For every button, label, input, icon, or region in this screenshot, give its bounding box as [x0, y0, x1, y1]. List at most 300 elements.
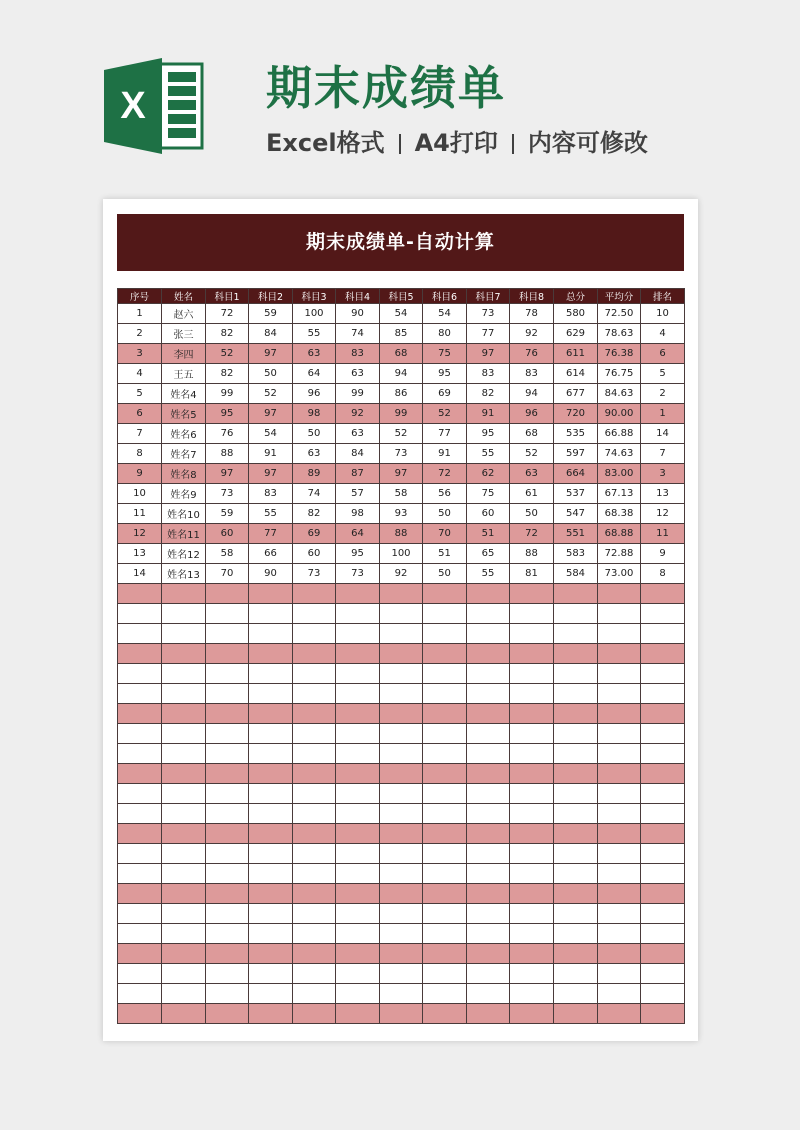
table-cell[interactable]: [206, 584, 249, 604]
table-cell[interactable]: [249, 944, 293, 964]
table-cell[interactable]: [118, 1004, 162, 1024]
table-cell[interactable]: [423, 984, 467, 1004]
table-cell[interactable]: [380, 624, 423, 644]
table-cell[interactable]: 73: [206, 484, 249, 504]
table-cell[interactable]: [598, 624, 641, 644]
table-cell[interactable]: 60: [293, 544, 336, 564]
table-cell[interactable]: 84: [249, 324, 293, 344]
table-cell[interactable]: 68.38: [598, 504, 641, 524]
table-cell[interactable]: 76.75: [598, 364, 641, 384]
table-cell[interactable]: [510, 684, 554, 704]
table-cell[interactable]: 614: [554, 364, 598, 384]
table-cell[interactable]: 91: [249, 444, 293, 464]
table-cell[interactable]: [598, 964, 641, 984]
table-cell[interactable]: [598, 584, 641, 604]
table-cell[interactable]: [598, 884, 641, 904]
table-cell[interactable]: 66.88: [598, 424, 641, 444]
table-cell[interactable]: [249, 584, 293, 604]
table-cell[interactable]: 50: [423, 564, 467, 584]
table-cell[interactable]: [206, 804, 249, 824]
table-cell[interactable]: [206, 884, 249, 904]
table-cell[interactable]: [162, 824, 206, 844]
table-cell[interactable]: 97: [467, 344, 510, 364]
table-cell[interactable]: [641, 624, 685, 644]
table-cell[interactable]: [598, 704, 641, 724]
table-cell[interactable]: 10: [641, 304, 685, 324]
table-cell[interactable]: [162, 804, 206, 824]
table-cell[interactable]: 8: [118, 444, 162, 464]
table-cell[interactable]: 98: [293, 404, 336, 424]
table-cell[interactable]: [118, 804, 162, 824]
table-cell[interactable]: [336, 744, 380, 764]
table-cell[interactable]: 3: [118, 344, 162, 364]
table-cell[interactable]: [380, 764, 423, 784]
table-cell[interactable]: [641, 644, 685, 664]
table-cell[interactable]: [162, 584, 206, 604]
table-cell[interactable]: [467, 704, 510, 724]
table-cell[interactable]: [467, 864, 510, 884]
table-cell[interactable]: 77: [249, 524, 293, 544]
table-cell[interactable]: [380, 1004, 423, 1024]
table-cell[interactable]: [554, 604, 598, 624]
table-cell[interactable]: [162, 884, 206, 904]
column-header[interactable]: 姓名: [162, 289, 206, 304]
table-cell[interactable]: 720: [554, 404, 598, 424]
table-cell[interactable]: [598, 764, 641, 784]
table-cell[interactable]: [293, 764, 336, 784]
table-cell[interactable]: [249, 844, 293, 864]
table-cell[interactable]: 60: [206, 524, 249, 544]
table-cell[interactable]: 王五: [162, 364, 206, 384]
table-cell[interactable]: [598, 1004, 641, 1024]
table-cell[interactable]: 5: [118, 384, 162, 404]
table-cell[interactable]: [554, 724, 598, 744]
table-cell[interactable]: 584: [554, 564, 598, 584]
table-cell[interactable]: 629: [554, 324, 598, 344]
table-cell[interactable]: [423, 884, 467, 904]
table-cell[interactable]: [467, 884, 510, 904]
table-cell[interactable]: [293, 584, 336, 604]
table-cell[interactable]: [293, 724, 336, 744]
table-cell[interactable]: [467, 724, 510, 744]
table-cell[interactable]: 73: [467, 304, 510, 324]
table-cell[interactable]: 88: [510, 544, 554, 564]
table-cell[interactable]: 11: [641, 524, 685, 544]
table-cell[interactable]: 91: [467, 404, 510, 424]
table-cell[interactable]: 83: [336, 344, 380, 364]
table-cell[interactable]: 4: [641, 324, 685, 344]
table-cell[interactable]: 68: [380, 344, 423, 364]
table-cell[interactable]: 75: [423, 344, 467, 364]
table-cell[interactable]: [293, 984, 336, 1004]
table-cell[interactable]: 54: [423, 304, 467, 324]
table-cell[interactable]: [162, 704, 206, 724]
table-cell[interactable]: [249, 684, 293, 704]
column-header[interactable]: 总分: [554, 289, 598, 304]
table-cell[interactable]: [554, 704, 598, 724]
table-cell[interactable]: 58: [380, 484, 423, 504]
table-cell[interactable]: [249, 764, 293, 784]
table-cell[interactable]: [380, 844, 423, 864]
table-cell[interactable]: [293, 624, 336, 644]
table-cell[interactable]: [162, 924, 206, 944]
table-cell[interactable]: [467, 1004, 510, 1024]
table-cell[interactable]: [641, 924, 685, 944]
table-cell[interactable]: [423, 624, 467, 644]
table-cell[interactable]: 61: [510, 484, 554, 504]
table-cell[interactable]: 69: [293, 524, 336, 544]
table-cell[interactable]: 9: [641, 544, 685, 564]
table-cell[interactable]: [554, 824, 598, 844]
table-cell[interactable]: [380, 704, 423, 724]
table-cell[interactable]: 51: [423, 544, 467, 564]
table-cell[interactable]: [206, 624, 249, 644]
table-cell[interactable]: [641, 984, 685, 1004]
table-cell[interactable]: [162, 1004, 206, 1024]
table-cell[interactable]: [118, 844, 162, 864]
table-cell[interactable]: 80: [423, 324, 467, 344]
table-cell[interactable]: [510, 824, 554, 844]
table-cell[interactable]: [554, 584, 598, 604]
table-cell[interactable]: [206, 744, 249, 764]
table-cell[interactable]: [118, 764, 162, 784]
table-cell[interactable]: [206, 924, 249, 944]
table-cell[interactable]: [118, 904, 162, 924]
table-cell[interactable]: [118, 724, 162, 744]
table-cell[interactable]: [467, 604, 510, 624]
table-cell[interactable]: [467, 964, 510, 984]
table-cell[interactable]: 68: [510, 424, 554, 444]
table-cell[interactable]: [554, 924, 598, 944]
column-header[interactable]: 科目6: [423, 289, 467, 304]
table-cell[interactable]: 99: [336, 384, 380, 404]
table-cell[interactable]: 李四: [162, 344, 206, 364]
table-cell[interactable]: 77: [423, 424, 467, 444]
table-cell[interactable]: [162, 744, 206, 764]
table-cell[interactable]: [293, 604, 336, 624]
table-cell[interactable]: 95: [206, 404, 249, 424]
table-cell[interactable]: [467, 684, 510, 704]
table-cell[interactable]: 72: [423, 464, 467, 484]
table-cell[interactable]: 99: [380, 404, 423, 424]
table-cell[interactable]: 82: [293, 504, 336, 524]
table-cell[interactable]: [206, 904, 249, 924]
table-cell[interactable]: [336, 764, 380, 784]
table-cell[interactable]: 3: [641, 464, 685, 484]
table-cell[interactable]: [423, 684, 467, 704]
table-cell[interactable]: 63: [336, 424, 380, 444]
table-cell[interactable]: 50: [293, 424, 336, 444]
table-cell[interactable]: [554, 884, 598, 904]
table-cell[interactable]: [467, 804, 510, 824]
table-cell[interactable]: 96: [510, 404, 554, 424]
table-cell[interactable]: [380, 884, 423, 904]
table-cell[interactable]: 张三: [162, 324, 206, 344]
table-cell[interactable]: 7: [118, 424, 162, 444]
table-cell[interactable]: [206, 984, 249, 1004]
table-cell[interactable]: [554, 624, 598, 644]
table-cell[interactable]: [510, 604, 554, 624]
table-cell[interactable]: [467, 824, 510, 844]
table-cell[interactable]: 8: [641, 564, 685, 584]
table-cell[interactable]: 54: [380, 304, 423, 324]
table-cell[interactable]: [118, 944, 162, 964]
table-cell[interactable]: [336, 784, 380, 804]
table-cell[interactable]: [162, 844, 206, 864]
table-cell[interactable]: [249, 964, 293, 984]
table-cell[interactable]: 73: [293, 564, 336, 584]
table-cell[interactable]: 75: [467, 484, 510, 504]
table-cell[interactable]: 83: [467, 364, 510, 384]
table-cell[interactable]: [336, 904, 380, 924]
table-cell[interactable]: [467, 844, 510, 864]
table-cell[interactable]: 95: [423, 364, 467, 384]
table-cell[interactable]: [510, 964, 554, 984]
table-cell[interactable]: [510, 1004, 554, 1024]
table-cell[interactable]: [510, 884, 554, 904]
table-cell[interactable]: [510, 844, 554, 864]
table-cell[interactable]: [293, 824, 336, 844]
table-cell[interactable]: [336, 924, 380, 944]
table-cell[interactable]: [336, 724, 380, 744]
table-cell[interactable]: [641, 944, 685, 964]
table-cell[interactable]: 67.13: [598, 484, 641, 504]
table-cell[interactable]: 82: [467, 384, 510, 404]
table-cell[interactable]: 64: [293, 364, 336, 384]
table-cell[interactable]: [336, 664, 380, 684]
table-cell[interactable]: [641, 824, 685, 844]
table-cell[interactable]: 55: [293, 324, 336, 344]
table-cell[interactable]: [380, 584, 423, 604]
table-cell[interactable]: [118, 884, 162, 904]
table-cell[interactable]: [510, 904, 554, 924]
table-cell[interactable]: [380, 904, 423, 924]
table-cell[interactable]: 6: [118, 404, 162, 424]
table-cell[interactable]: [206, 764, 249, 784]
table-cell[interactable]: [423, 664, 467, 684]
table-cell[interactable]: 57: [336, 484, 380, 504]
table-cell[interactable]: 9: [118, 464, 162, 484]
table-cell[interactable]: 52: [510, 444, 554, 464]
table-cell[interactable]: [206, 944, 249, 964]
table-cell[interactable]: [206, 724, 249, 744]
table-cell[interactable]: [598, 804, 641, 824]
table-cell[interactable]: [467, 584, 510, 604]
table-cell[interactable]: [249, 824, 293, 844]
table-cell[interactable]: [118, 984, 162, 1004]
table-cell[interactable]: 94: [510, 384, 554, 404]
table-cell[interactable]: 677: [554, 384, 598, 404]
table-cell[interactable]: [510, 864, 554, 884]
table-cell[interactable]: 姓名12: [162, 544, 206, 564]
table-cell[interactable]: [510, 584, 554, 604]
column-header[interactable]: 科目7: [467, 289, 510, 304]
table-cell[interactable]: 97: [249, 344, 293, 364]
table-cell[interactable]: [554, 964, 598, 984]
table-cell[interactable]: [206, 684, 249, 704]
table-cell[interactable]: [423, 924, 467, 944]
table-cell[interactable]: [162, 864, 206, 884]
table-cell[interactable]: [554, 1004, 598, 1024]
table-cell[interactable]: [380, 684, 423, 704]
table-cell[interactable]: [598, 644, 641, 664]
table-cell[interactable]: [423, 1004, 467, 1024]
table-cell[interactable]: [206, 604, 249, 624]
table-cell[interactable]: 4: [118, 364, 162, 384]
table-cell[interactable]: [293, 804, 336, 824]
table-cell[interactable]: [380, 784, 423, 804]
table-cell[interactable]: [423, 744, 467, 764]
table-cell[interactable]: [467, 984, 510, 1004]
table-cell[interactable]: [380, 924, 423, 944]
table-cell[interactable]: 7: [641, 444, 685, 464]
table-cell[interactable]: 93: [380, 504, 423, 524]
table-cell[interactable]: [510, 924, 554, 944]
table-cell[interactable]: 92: [336, 404, 380, 424]
table-cell[interactable]: [249, 624, 293, 644]
table-cell[interactable]: [641, 784, 685, 804]
table-cell[interactable]: [118, 964, 162, 984]
table-cell[interactable]: [510, 664, 554, 684]
table-cell[interactable]: [467, 944, 510, 964]
table-cell[interactable]: [598, 984, 641, 1004]
table-cell[interactable]: 84.63: [598, 384, 641, 404]
table-cell[interactable]: [118, 644, 162, 664]
column-header[interactable]: 科目3: [293, 289, 336, 304]
table-cell[interactable]: [467, 924, 510, 944]
table-cell[interactable]: 63: [293, 344, 336, 364]
column-header[interactable]: 排名: [641, 289, 685, 304]
table-cell[interactable]: [380, 864, 423, 884]
table-cell[interactable]: [293, 884, 336, 904]
table-cell[interactable]: [554, 764, 598, 784]
table-cell[interactable]: 52: [206, 344, 249, 364]
table-cell[interactable]: 91: [423, 444, 467, 464]
table-cell[interactable]: [249, 704, 293, 724]
table-cell[interactable]: 1: [641, 404, 685, 424]
table-cell[interactable]: 14: [641, 424, 685, 444]
table-cell[interactable]: [249, 644, 293, 664]
table-cell[interactable]: 611: [554, 344, 598, 364]
table-cell[interactable]: [336, 584, 380, 604]
table-cell[interactable]: [293, 704, 336, 724]
table-cell[interactable]: [467, 904, 510, 924]
table-cell[interactable]: 13: [118, 544, 162, 564]
table-cell[interactable]: [423, 764, 467, 784]
table-cell[interactable]: 66: [249, 544, 293, 564]
table-cell[interactable]: 姓名9: [162, 484, 206, 504]
table-cell[interactable]: [423, 964, 467, 984]
table-cell[interactable]: 姓名11: [162, 524, 206, 544]
table-cell[interactable]: [293, 664, 336, 684]
table-cell[interactable]: [510, 784, 554, 804]
table-cell[interactable]: 1: [118, 304, 162, 324]
table-cell[interactable]: [249, 984, 293, 1004]
table-cell[interactable]: [162, 724, 206, 744]
table-cell[interactable]: [162, 904, 206, 924]
table-cell[interactable]: [423, 644, 467, 664]
table-cell[interactable]: [293, 684, 336, 704]
table-cell[interactable]: 74.63: [598, 444, 641, 464]
table-cell[interactable]: [380, 984, 423, 1004]
table-cell[interactable]: [641, 844, 685, 864]
table-cell[interactable]: [293, 784, 336, 804]
table-cell[interactable]: 姓名5: [162, 404, 206, 424]
table-cell[interactable]: [336, 964, 380, 984]
column-header[interactable]: 科目4: [336, 289, 380, 304]
table-cell[interactable]: 580: [554, 304, 598, 324]
table-cell[interactable]: [641, 584, 685, 604]
table-cell[interactable]: 92: [380, 564, 423, 584]
column-header[interactable]: 平均分: [598, 289, 641, 304]
table-cell[interactable]: [336, 944, 380, 964]
table-cell[interactable]: 89: [293, 464, 336, 484]
table-cell[interactable]: [118, 684, 162, 704]
table-cell[interactable]: 99: [206, 384, 249, 404]
table-cell[interactable]: 73: [336, 564, 380, 584]
table-cell[interactable]: 59: [206, 504, 249, 524]
table-cell[interactable]: [336, 1004, 380, 1024]
table-cell[interactable]: [162, 644, 206, 664]
table-cell[interactable]: 72.88: [598, 544, 641, 564]
table-cell[interactable]: [598, 664, 641, 684]
table-cell[interactable]: [554, 684, 598, 704]
table-cell[interactable]: 77: [467, 324, 510, 344]
table-cell[interactable]: [118, 704, 162, 724]
table-cell[interactable]: [118, 824, 162, 844]
table-cell[interactable]: 76: [510, 344, 554, 364]
table-cell[interactable]: [598, 744, 641, 764]
table-cell[interactable]: 姓名13: [162, 564, 206, 584]
table-cell[interactable]: [206, 964, 249, 984]
table-cell[interactable]: 72: [206, 304, 249, 324]
table-cell[interactable]: 姓名4: [162, 384, 206, 404]
table-cell[interactable]: 97: [249, 464, 293, 484]
table-cell[interactable]: [380, 664, 423, 684]
table-cell[interactable]: [467, 664, 510, 684]
table-cell[interactable]: 姓名6: [162, 424, 206, 444]
table-cell[interactable]: 88: [206, 444, 249, 464]
table-cell[interactable]: 11: [118, 504, 162, 524]
table-cell[interactable]: 14: [118, 564, 162, 584]
table-cell[interactable]: 50: [510, 504, 554, 524]
table-cell[interactable]: 70: [206, 564, 249, 584]
table-cell[interactable]: [598, 864, 641, 884]
table-cell[interactable]: 83: [249, 484, 293, 504]
table-cell[interactable]: [641, 704, 685, 724]
table-cell[interactable]: [162, 784, 206, 804]
table-cell[interactable]: [641, 964, 685, 984]
table-cell[interactable]: 12: [641, 504, 685, 524]
table-cell[interactable]: 78: [510, 304, 554, 324]
table-cell[interactable]: 52: [423, 404, 467, 424]
column-header[interactable]: 科目8: [510, 289, 554, 304]
table-cell[interactable]: 76: [206, 424, 249, 444]
table-cell[interactable]: [423, 724, 467, 744]
table-cell[interactable]: [206, 704, 249, 724]
table-cell[interactable]: 94: [380, 364, 423, 384]
table-cell[interactable]: [554, 644, 598, 664]
table-cell[interactable]: [380, 604, 423, 624]
table-cell[interactable]: [336, 844, 380, 864]
table-cell[interactable]: [249, 744, 293, 764]
table-cell[interactable]: 97: [249, 404, 293, 424]
table-cell[interactable]: 63: [336, 364, 380, 384]
table-cell[interactable]: [641, 684, 685, 704]
table-cell[interactable]: [641, 884, 685, 904]
table-cell[interactable]: [641, 604, 685, 624]
table-cell[interactable]: 76.38: [598, 344, 641, 364]
